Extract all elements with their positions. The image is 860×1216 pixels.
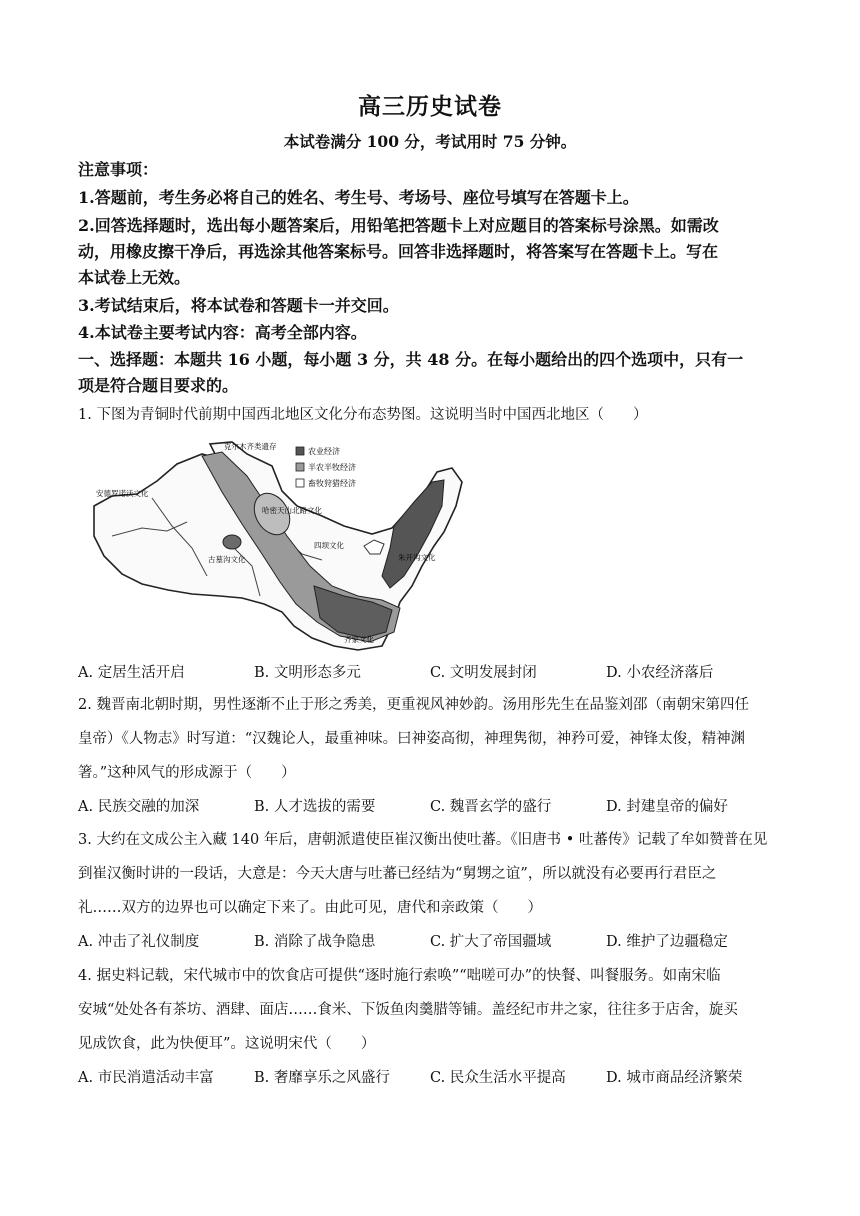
q4-line-2: 安城“处处各有茶坊、酒肆、面店……食米、下饭鱼肉羹腊等铺。盖经纪市井之家，往往多于店舍，旋买: [78, 1002, 738, 1018]
q4-line-3: 见成饮食，此为快便耳”。这说明宋代（ ）: [78, 1036, 376, 1052]
q4-option-d: D. 城市商品经济繁荣: [606, 1070, 743, 1086]
q4-line-1: 4. 据史料记载，宋代城市中的饮食店可提供“逐时施行索唤”“咄嗟可办”的快餐、叫餐服务。如南宋临: [78, 968, 721, 984]
q2-line-3: 箸。”这种风气的形成源于（ ）: [78, 765, 296, 781]
label-gumugou: 古墓沟文化: [208, 555, 246, 564]
q4-option-c: C. 民众生活水平提高: [430, 1070, 566, 1086]
culture-distribution-map: [82, 436, 468, 658]
q3-line-1: 3. 大约在文成公主入藏 140 年后，唐朝派遣使臣崔汉衡出使吐蕃。《旧唐书 • 吐蕃传》记载了牟如赞普在见: [78, 832, 768, 848]
note-2-line-1: 2.回答选择题时，选出每小题答案后，用铅笔把答题卡上对应题目的答案标号涂黑。如需改: [78, 216, 719, 235]
q2-line-1: 2. 魏晋南北朝时期，男性逐渐不止于形之秀美，更重视风神妙韵。汤用彤先生在品鉴刘邵（南朝宋第四任: [78, 697, 749, 713]
q4-option-a: A. 市民消遣活动丰富: [78, 1070, 214, 1086]
label-andronovo: 安德罗诺沃文化: [96, 489, 149, 498]
q2-option-d: D. 封建皇帝的偏好: [606, 799, 728, 815]
q1-stem: 1. 下图为青铜时代前期中国西北地区文化分布态势图。这说明当时中国西北地区（ ）: [78, 407, 648, 423]
legend-label-pastoral: 畜牧狩猎经济: [308, 479, 356, 488]
q1-option-a: A. 定居生活开启: [78, 665, 185, 681]
note-2-line-3: 本试卷上无效。: [78, 268, 191, 287]
q3-line-2: 到崔汉衡时讲的一段话，大意是：今天大唐与吐蕃已经结为“舅甥之谊”，所以就没有必要再行君臣之: [78, 866, 717, 882]
exam-title: 高三历史试卷: [358, 93, 502, 120]
label-qijia: 齐家文化: [344, 635, 374, 644]
q1-option-d: D. 小农经济落后: [606, 665, 714, 681]
q2-option-a: A. 民族交融的加深: [78, 799, 200, 815]
note-4: 4.本试卷主要考试内容：高考全部内容。: [78, 323, 367, 342]
q1-option-c: C. 文明发展封闭: [430, 665, 537, 681]
q4-option-b: B. 奢靡享乐之风盛行: [254, 1070, 390, 1086]
note-2-line-2: 动，用橡皮擦干净后，再选涂其他答案标号。回答非选择题时，将答案写在答题卡上。写在: [78, 242, 719, 261]
q3-option-a: A. 冲击了礼仪制度: [78, 934, 200, 950]
legend-box-semi: [296, 463, 304, 471]
q2-line-2: 皇帝）《人物志》时写道：“汉魏论人，最重神味。曰神姿高彻，神理隽彻，神矜可爱，神锋太俊，精神渊: [78, 731, 746, 747]
legend-label-semi: 半农半牧经济: [308, 463, 356, 472]
legend-box-pastoral: [296, 479, 304, 487]
notes-heading: 注意事项：: [78, 160, 159, 179]
q2-option-b: B. 人才选拔的需要: [254, 799, 376, 815]
legend-box-agriculture: [296, 447, 304, 455]
exam-subtitle: 本试卷满分 100 分，考试用时 75 分钟。: [283, 132, 577, 151]
label-sibai: 四坝文化: [314, 541, 344, 550]
q3-line-3: 礼……双方的边界也可以确定下来了。由此可见，唐代和亲政策（ ）: [78, 900, 542, 916]
note-3: 3.考试结束后，将本试卷和答题卡一并交回。: [78, 296, 399, 315]
label-hami: 哈密天山北路文化: [262, 506, 322, 515]
q2-option-c: C. 魏晋玄学的盛行: [430, 799, 552, 815]
q1-option-b: B. 文明形态多元: [254, 665, 361, 681]
q3-option-c: C. 扩大了帝国疆域: [430, 934, 552, 950]
note-1: 1.答题前，考生务必将自己的姓名、考生号、考场号、座位号填写在答题卡上。: [78, 188, 639, 207]
q3-option-d: D. 维护了边疆稳定: [606, 934, 728, 950]
label-zhukaigou: 朱开沟文化: [398, 553, 436, 562]
q3-option-b: B. 消除了战争隐患: [254, 934, 376, 950]
legend-label-agriculture: 农业经济: [308, 447, 340, 456]
section-heading-line-2: 项是符合题目要求的。: [78, 376, 239, 395]
label-keermuqi: 克尔木齐类遗存: [224, 442, 277, 451]
section-heading-line-1: 一、选择题：本题共 16 小题，每小题 3 分，共 48 分。在每小题给出的四个选项中，只有一: [78, 350, 744, 369]
gumugou-zone: [223, 535, 241, 549]
